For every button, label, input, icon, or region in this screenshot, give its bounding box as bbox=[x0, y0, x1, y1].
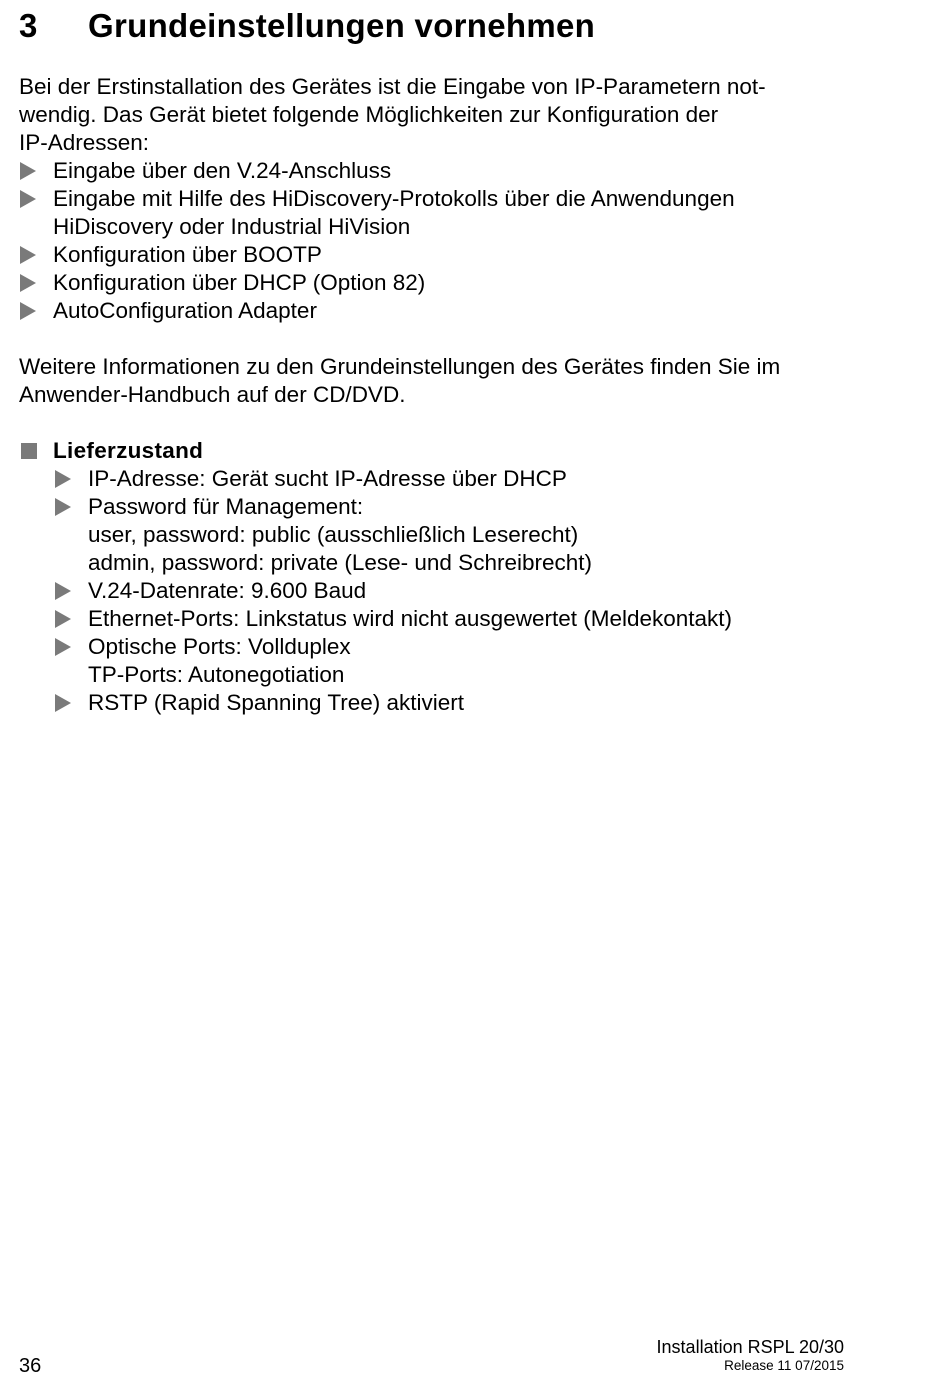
triangle-bullet-icon bbox=[55, 470, 71, 488]
list-item-continuation: admin, password: private (Lese- und Schreibrecht) bbox=[88, 550, 592, 575]
triangle-bullet-icon bbox=[55, 610, 71, 628]
list-item: IP-Adresse: Gerät sucht IP-Adresse über DHCP bbox=[88, 466, 567, 491]
list-item: Eingabe mit Hilfe des HiDiscovery-Protokolls über die Anwendungen bbox=[53, 186, 735, 211]
list-item: Ethernet-Ports: Linkstatus wird nicht ausgewertet (Meldekontakt) bbox=[88, 606, 733, 631]
list-item-continuation: TP-Ports: Autonegotiation bbox=[88, 662, 345, 687]
chapter-number: 3 bbox=[19, 7, 38, 44]
list-item: Eingabe über den V.24-Anschluss bbox=[53, 158, 392, 183]
list-item-continuation: user, password: public (ausschließlich Leserecht) bbox=[88, 522, 579, 547]
triangle-bullet-icon bbox=[20, 302, 36, 320]
list-item: RSTP (Rapid Spanning Tree) aktiviert bbox=[88, 690, 465, 715]
list-item: Password für Management: bbox=[88, 494, 364, 519]
intro-line: Bei der Erstinstallation des Gerätes ist die Eingabe von IP-Parametern not- bbox=[19, 74, 766, 99]
footer-release: Release 11 07/2015 bbox=[724, 1358, 844, 1373]
triangle-bullet-icon bbox=[20, 246, 36, 264]
triangle-bullet-icon bbox=[20, 274, 36, 292]
triangle-bullet-icon bbox=[20, 162, 36, 180]
list-item: Konfiguration über DHCP (Option 82) bbox=[53, 270, 426, 295]
triangle-bullet-icon bbox=[55, 694, 71, 712]
page-number: 36 bbox=[19, 1355, 42, 1377]
list-item-continuation: HiDiscovery oder Industrial HiVision bbox=[53, 214, 411, 239]
triangle-bullet-icon bbox=[55, 638, 71, 656]
triangle-bullet-icon bbox=[20, 190, 36, 208]
triangle-bullet-icon bbox=[55, 582, 71, 600]
chapter-title: Grundeinstellungen vornehmen bbox=[88, 7, 596, 44]
intro-line: wendig. Das Gerät bietet folgende Möglichkeiten zur Konfiguration der bbox=[19, 102, 719, 127]
section-heading: Lieferzustand bbox=[53, 438, 204, 463]
footer-doc-title: Installation RSPL 20/30 bbox=[656, 1337, 844, 1357]
square-bullet-icon bbox=[21, 443, 37, 459]
list-item: Optische Ports: Vollduplex bbox=[88, 634, 351, 659]
list-item: Konfiguration über BOOTP bbox=[53, 242, 322, 267]
list-item: V.24-Datenrate: 9.600 Baud bbox=[88, 578, 367, 603]
triangle-bullet-icon bbox=[55, 498, 71, 516]
info-line: Weitere Informationen zu den Grundeinstellungen des Gerätes finden Sie im bbox=[19, 354, 781, 379]
list-item: AutoConfiguration Adapter bbox=[53, 298, 317, 323]
info-line: Anwender-Handbuch auf der CD/DVD. bbox=[19, 382, 406, 407]
intro-line: IP-Adressen: bbox=[19, 130, 150, 155]
